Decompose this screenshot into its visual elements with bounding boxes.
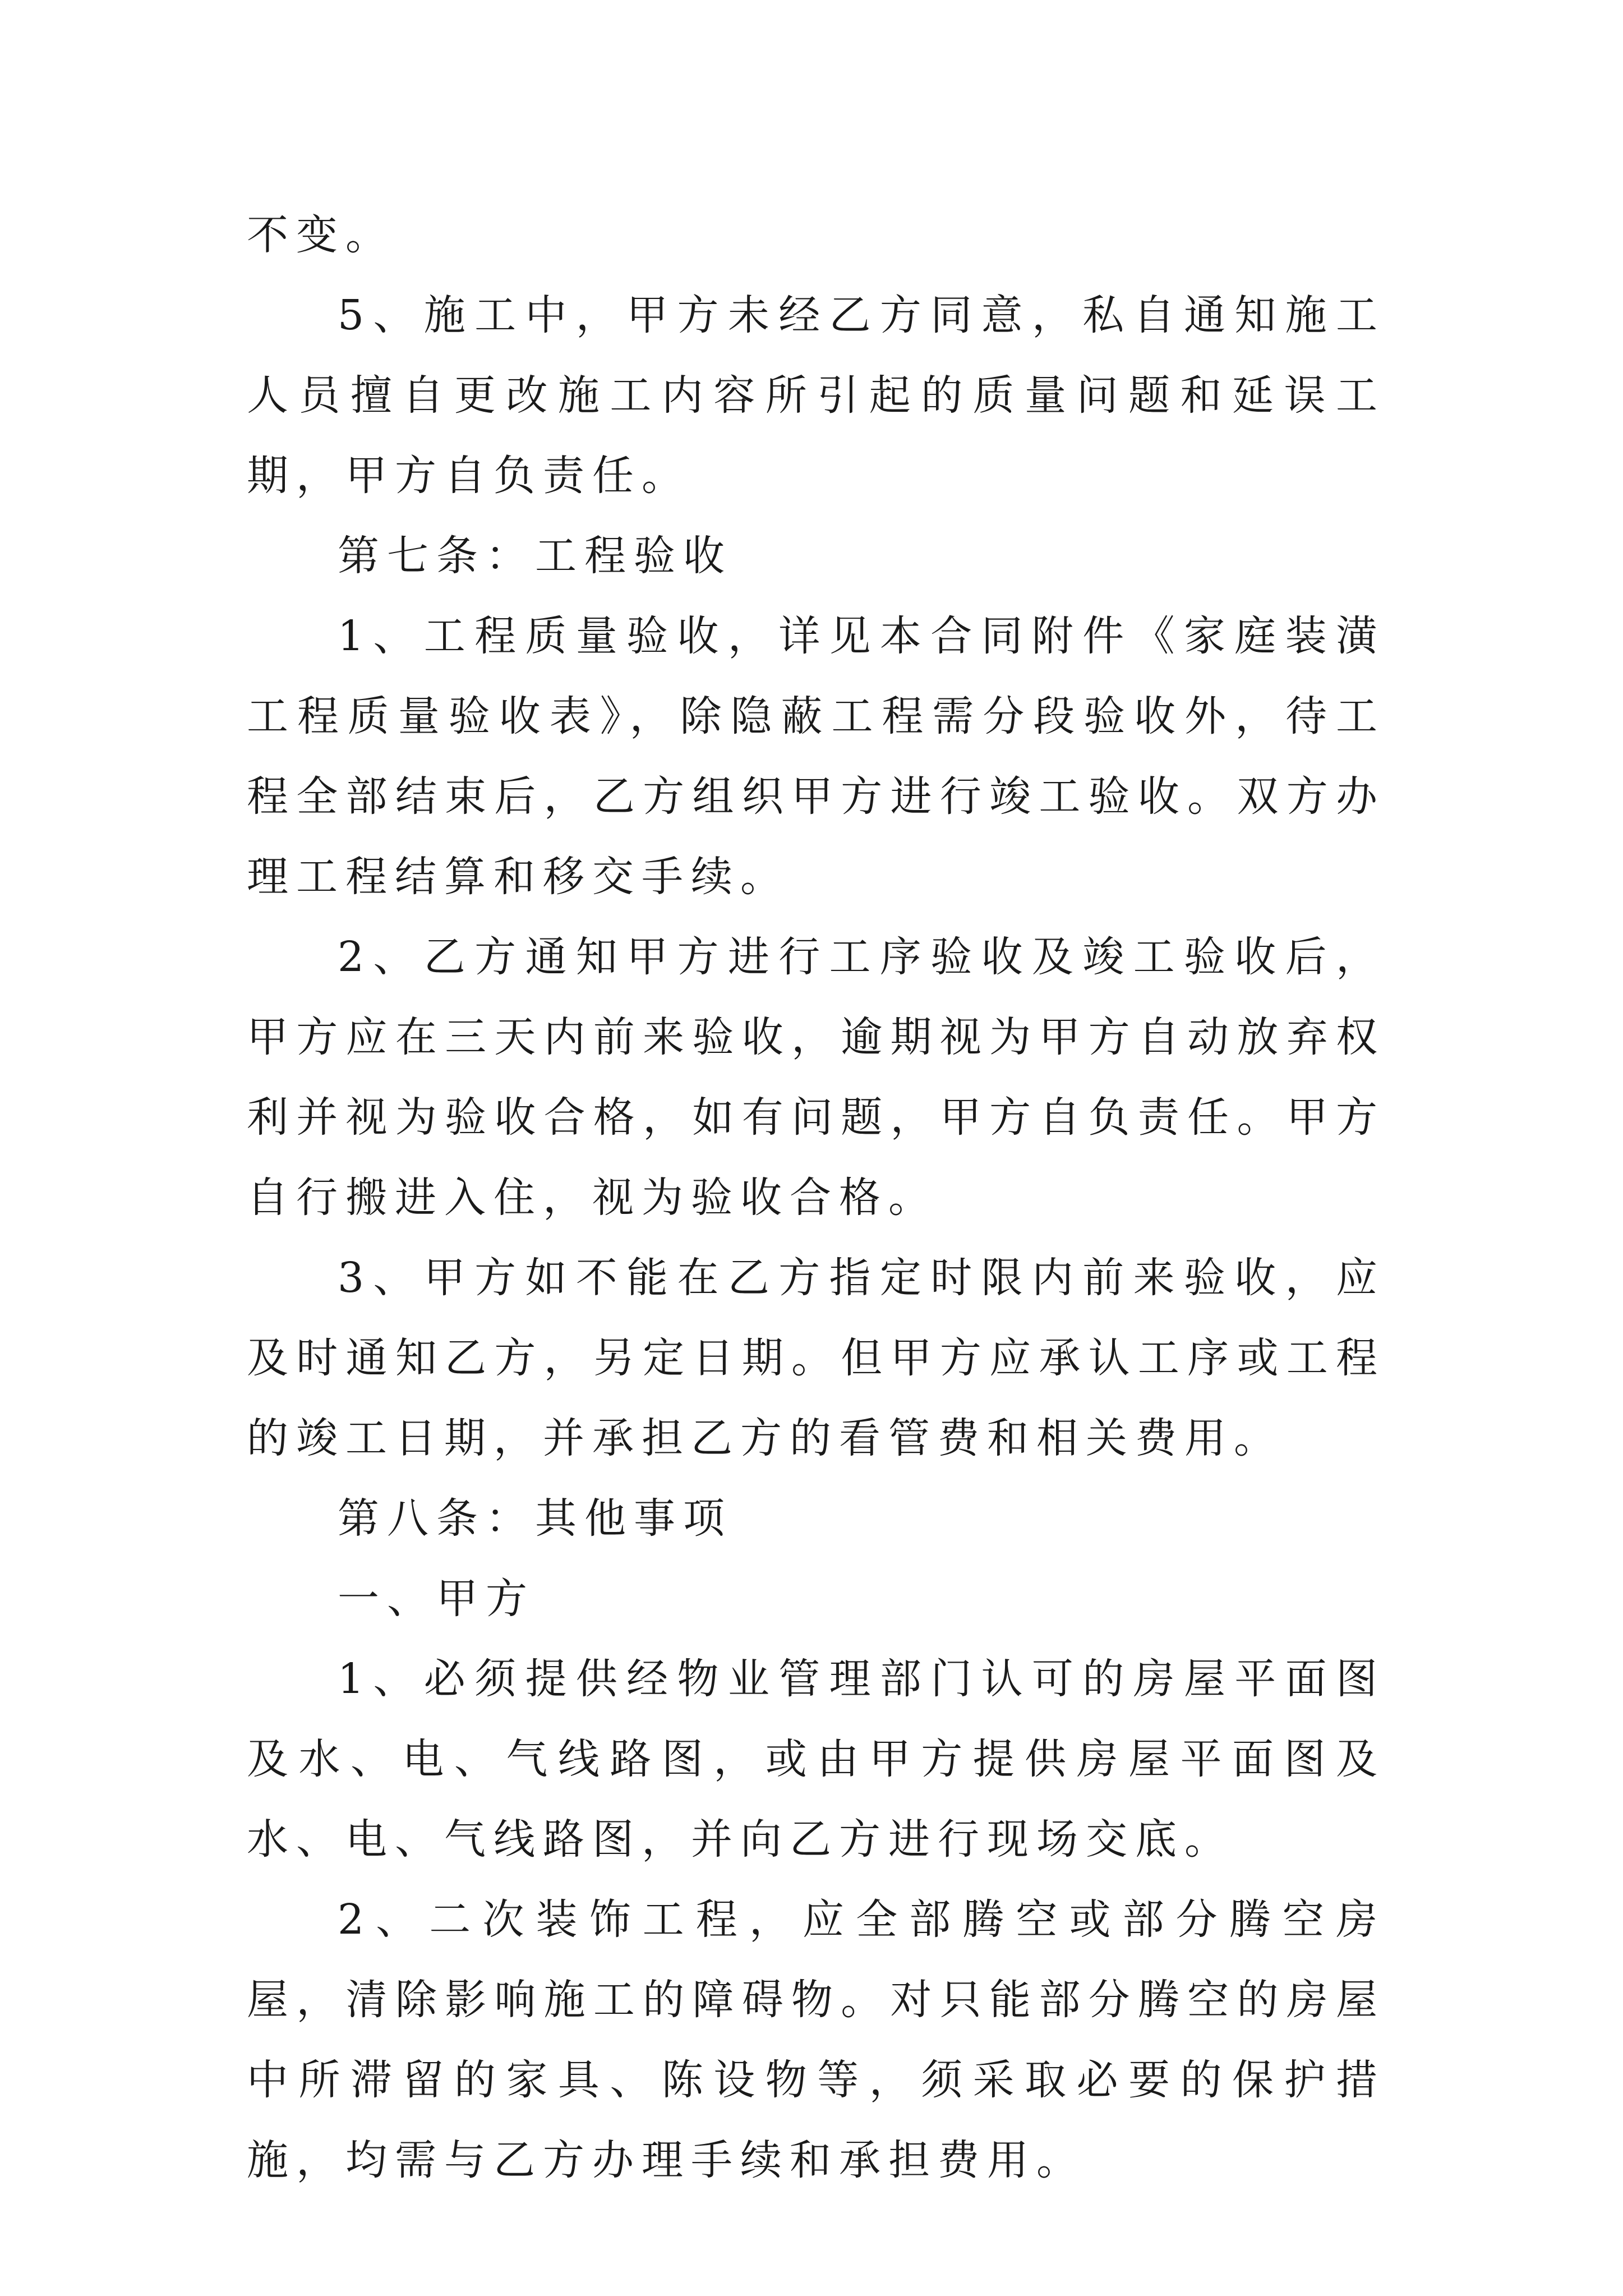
paragraph-party-a-item-2: 2、二次装饰工程，应全部腾空或部分腾空房屋，清除影响施工的障碍物。对只能部分腾空的房屋中所滞留的家具、陈设物等，须采取必要的保护措施，均需与乙方办理手续和承担费用。 bbox=[247, 1895, 1385, 2184]
paragraph-article-7-item-1: 1、工程质量验收，详见本合同附件《家庭装潢工程质量验收表》，除隐蔽工程需分段验收外，待工程全部结束后，乙方组织甲方进行竣工验收。双方办理工程结算和移交手续。 bbox=[247, 612, 1385, 901]
paragraph-continuation: 不变。 bbox=[247, 211, 395, 259]
document-body bbox=[247, 195, 1385, 2201]
paragraph-article-7-item-3: 3、甲方如不能在乙方指定时限内前来验收，应及时通知乙方，另定日期。但甲方应承认工序或工程的竣工日期，并承担乙方的看管费和相关费用。 bbox=[247, 1254, 1385, 1462]
paragraph-item-5: 5、施工中，甲方未经乙方同意，私自通知施工人员擅自更改施工内容所引起的质量问题和延误工期，甲方自负责任。 bbox=[247, 291, 1385, 500]
subsection-heading-party-a: 一、甲方 bbox=[338, 1575, 535, 1623]
paragraph-party-a-item-1: 1、必须提供经物业管理部门认可的房屋平面图及水、电、气线路图，或由甲方提供房屋平面图及水、电、气线路图，并向乙方进行现场交底。 bbox=[247, 1655, 1385, 1864]
section-heading-article-8: 第八条：其他事项 bbox=[338, 1494, 732, 1543]
section-heading-article-7: 第七条：工程验收 bbox=[338, 532, 732, 580]
paragraph-article-7-item-2: 2、乙方通知甲方进行工序验收及竣工验收后，甲方应在三天内前来验收，逾期视为甲方自动放弃权利并视为验收合格，如有问题，甲方自负责任。甲方自行搬进入住，视为验收合格。 bbox=[247, 933, 1385, 1222]
